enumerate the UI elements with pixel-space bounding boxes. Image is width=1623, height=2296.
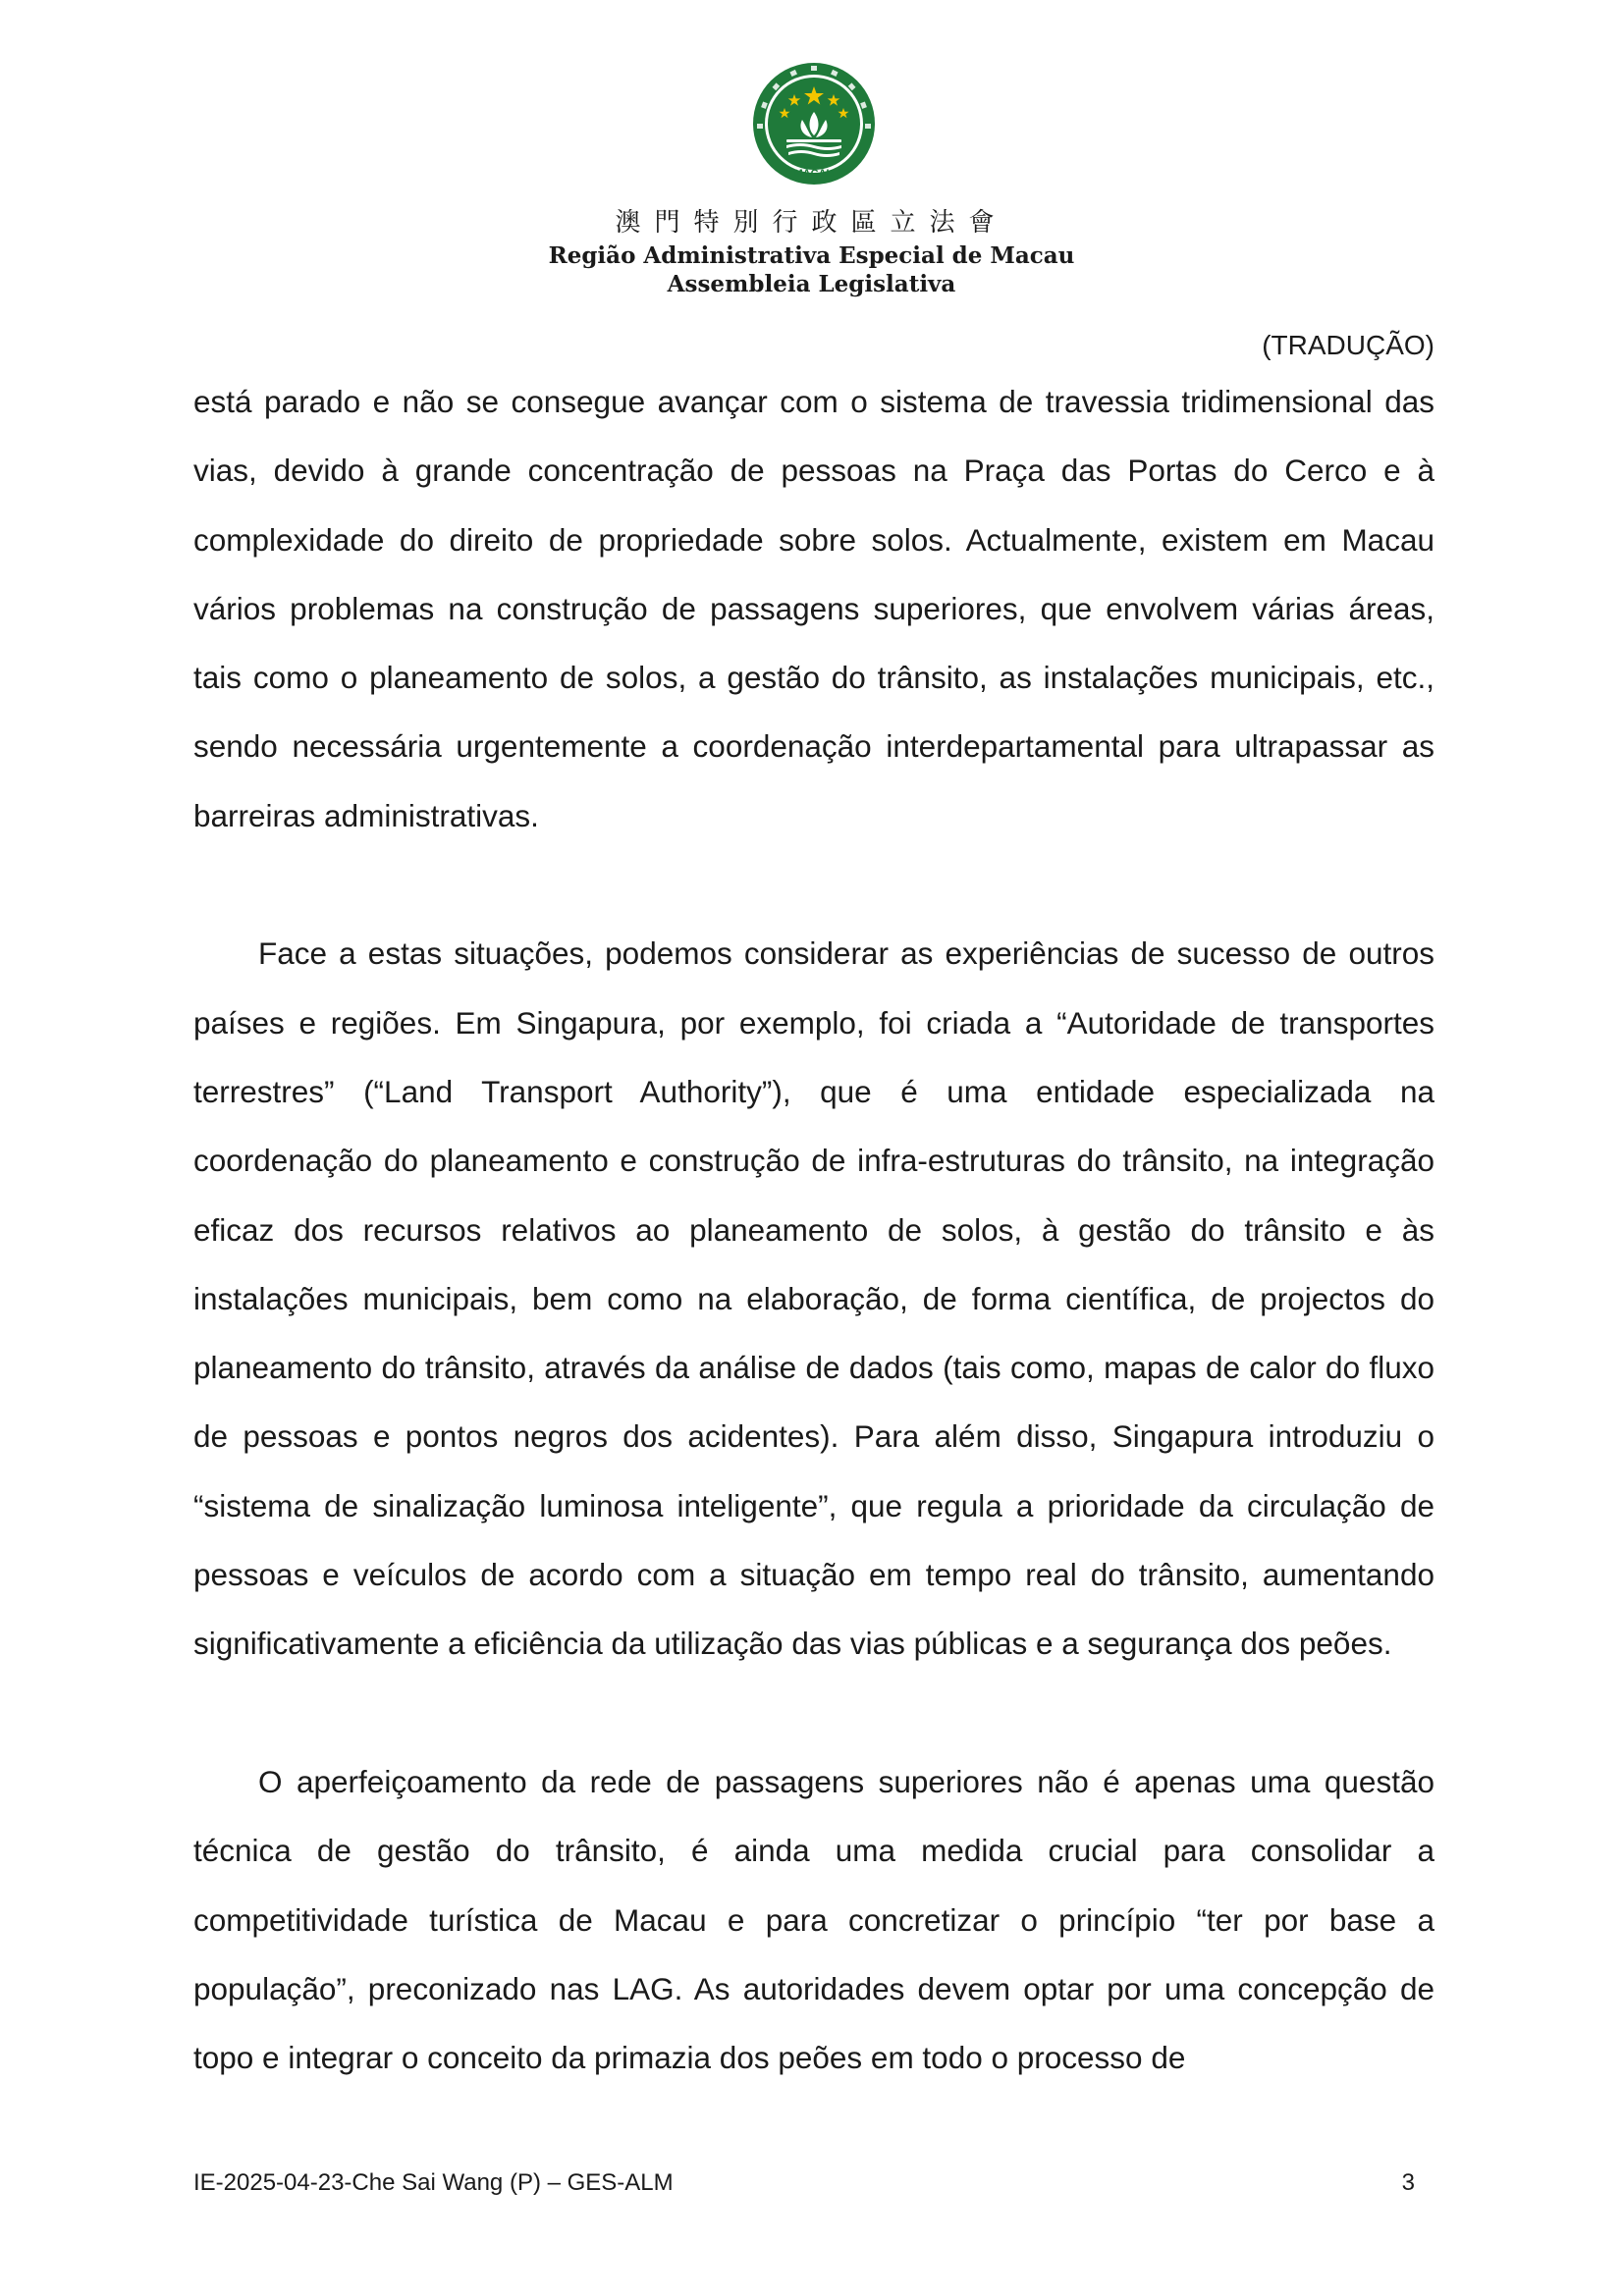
header-chinese-title: 澳門特別行政區立法會 bbox=[615, 208, 1008, 238]
document-body bbox=[193, 367, 1434, 2092]
emblem-label: MACAU bbox=[793, 168, 835, 180]
header-region-title: Região Administrativa Especial de Macau bbox=[548, 242, 1075, 269]
paragraph: O aperfeiçoamento da rede de passagens superiores não é apenas uma questão técnica de gestão do trânsito, é ainda uma medida crucial para consolidar a competitividade turística de Macau e para concretizar o princípio “ter por base a população”, preconizado nas LAG. As autoridades devem optar por uma concepção de topo e integrar o conceito da primazia dos peões em todo o processo de bbox=[193, 1763, 1434, 2076]
footer-reference: IE-2025-04-23-Che Sai Wang (P) – GES-ALM bbox=[193, 2169, 674, 2196]
header-assembly-title: Assembleia Legislativa bbox=[667, 271, 956, 297]
translation-tag: (TRADUÇÃO) bbox=[1262, 330, 1434, 360]
macau-emblem-icon bbox=[751, 61, 877, 187]
paragraph: está parado e não se consegue avançar com o sistema de travessia tridimensional das vias, devido à grande concentração de pessoas na Praça das Portas do Cerco e à complexidade do direito de propriedade sobre solos. Actualmente, existem em Macau vários problemas na construção de passagens superiores, que envolvem várias áreas, tais como o planeamento de solos, a gestão do trânsito, as instalações municipais, etc., sendo necessária urgentemente a coordenação interdepartamental para ultrapassar as barreiras administrativas. bbox=[193, 384, 1434, 833]
paragraph: Face a estas situações, podemos considerar as experiências de sucesso de outros países e regiões. Em Singapura, por exemplo, foi criada a “Autoridade de transportes terrestres” (“Land Transport Authority”), que é uma entidade especializada na coordenação do planeamento e construção de infra-estruturas do trânsito, na integração eficaz dos recursos relativos ao planeamento de solos, à gestão do trânsito e às instalações municipais, bem como na elaboração, de forma científica, de projectos do planeamento do trânsito, através da análise de dados (tais como, mapas de calor do fluxo de pessoas e pontos negros dos acidentes). Para além disso, Singapura introduziu o “sistema de sinalização luminosa inteligente”, que regula a prioridade da circulação de pessoas e veículos de acordo com a situação em tempo real do trânsito, aumentando significativamente a eficiência da utilização das vias públicas e a segurança dos peões. bbox=[193, 935, 1434, 1662]
page-number: 3 bbox=[1401, 2169, 1415, 2196]
